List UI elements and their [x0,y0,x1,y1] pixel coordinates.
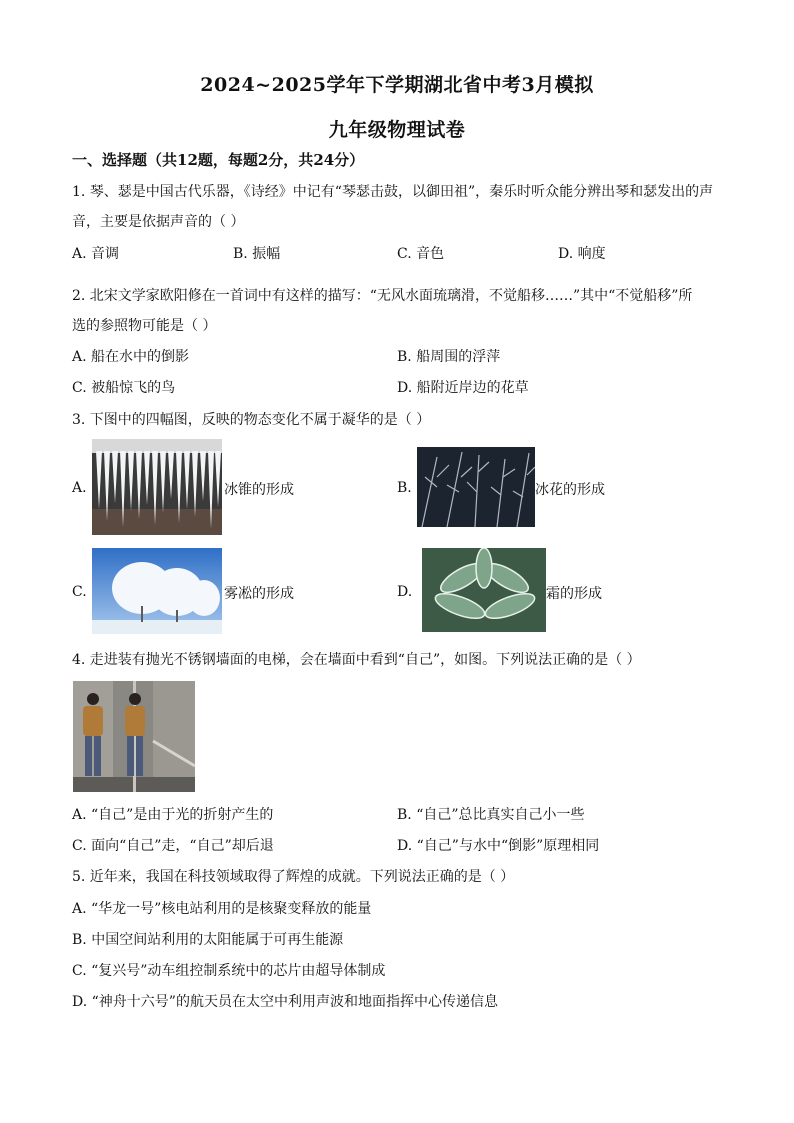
q5-stem: 5. 近年来，我国在科技领域取得了辉煌的成就。下列说法正确的是（ ） [72,869,515,885]
caption-rime: 雾凇的形成 [224,586,294,602]
q1-option-b[interactable]: B. 振幅 [233,246,281,262]
frost-leaves-image [422,548,546,632]
exam-subtitle: 九年级物理试卷 [328,119,466,141]
q1-stem-line-1: 1. 琴、瑟是中国古代乐器，《诗经》中记有“琴瑟击鼓，以御田祖”，秦乐时听众能分辨出琴和瑟发出的声 [72,184,714,200]
icicles-image [92,439,222,535]
q3-stem: 3. 下图中的四幅图，反映的物态变化不属于凝华的是（ ） [72,412,431,428]
q2-option-d[interactable]: D. 船附近岸边的花草 [397,380,529,396]
q2-stem-line-1: 2. 北宋文学家欧阳修在一首词中有这样的描写：“无风水面琉璃滑，不觉船移……”其中“不觉船移”所 [72,288,693,304]
q3-option-c[interactable]: C. [72,584,87,600]
q4-option-c[interactable]: C. 面向“自己”走，“自己”却后退 [72,838,274,854]
elevator-mirror-image [73,681,195,792]
q1-option-d[interactable]: D. 响度 [558,246,606,262]
q5-option-c[interactable]: C. “复兴号”动车组控制系统中的芯片由超导体制成 [72,963,386,979]
frost-flowers-image [417,447,535,527]
q1-option-c[interactable]: C. 音色 [397,246,445,262]
q1-stem-line-2: 音，主要是依据声音的（ ） [72,214,245,230]
q2-stem-line-2: 选的参照物可能是（ ） [72,318,217,334]
exam-title: 2024~2025学年下学期湖北省中考3月模拟 [200,74,594,96]
q4-stem: 4. 走进装有抛光不锈钢墙面的电梯，会在墙面中看到“自己”，如图。下列说法正确的是（ ） [72,652,641,668]
q2-option-c[interactable]: C. 被船惊飞的鸟 [72,380,176,396]
q4-option-b[interactable]: B. “自己”总比真实自己小一些 [397,807,585,823]
caption-frost: 霜的形成 [546,586,602,602]
q3-option-d[interactable]: D. [397,584,413,600]
q3-option-a[interactable]: A. [72,480,87,496]
q5-option-a[interactable]: A. “华龙一号”核电站利用的是核聚变释放的能量 [72,901,372,917]
rime-trees-image [92,548,222,634]
caption-frost-flowers: 冰花的形成 [535,482,605,498]
section-heading: 一、选择题（共12题，每题2分，共24分） [72,151,365,169]
q5-option-b[interactable]: B. 中国空间站利用的太阳能属于可再生能源 [72,932,344,948]
q3-option-b[interactable]: B. [397,480,412,496]
caption-icicles: 冰锥的形成 [224,482,294,498]
q4-option-a[interactable]: A. “自己”是由于光的折射产生的 [72,807,274,823]
q1-option-a[interactable]: A. 音调 [72,246,120,262]
q5-option-d[interactable]: D. “神舟十六号”的航天员在太空中利用声波和地面指挥中心传递信息 [72,994,498,1010]
q2-option-b[interactable]: B. 船周围的浮萍 [397,349,501,365]
q4-option-d[interactable]: D. “自己”与水中“倒影”原理相同 [397,838,600,854]
q2-option-a[interactable]: A. 船在水中的倒影 [72,349,190,365]
